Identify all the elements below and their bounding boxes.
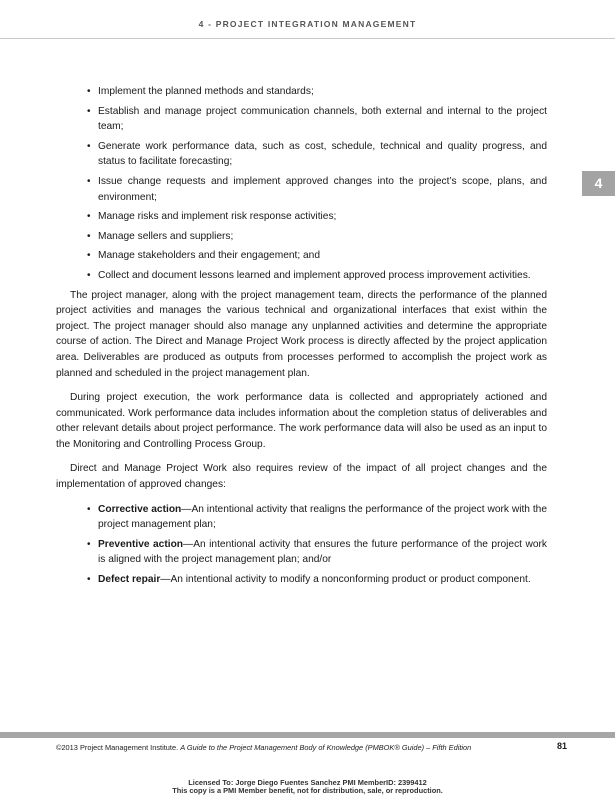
chapter-side-tab: 4 [582,171,615,196]
book-title: A Guide to the Project Management Body of Knowledge (PMBOK® Guide) – Fifth Edition [180,743,472,752]
bullet-icon: • [87,230,91,242]
footer-citation [56,743,471,752]
list-item: • Defect repair—An intentional activity to modify a nonconforming product or product component. [56,572,547,588]
term-corrective-action: Corrective action [98,503,182,515]
paragraph-execution: During project execution, the work performance data is collected and appropriately actioned and communicated. Work performance data includes information about the completion status of deliverables and other relevant details about project performance. The work performance data will also be used as an input to the Monitoring and Controlling Process Group. [56,392,547,450]
list-item: • Manage stakeholders and their engagement; and [56,248,547,264]
list-item: • Corrective action—An intentional activity that realigns the performance of the project work with the project management plan; [87,503,547,531]
change-types-list [56,502,547,588]
bullet-icon: • [87,574,91,586]
copyright-text: ©2013 Project Management Institute. [56,743,179,752]
list-item: • Issue change requests and implement approved changes into the project’s scope, plans, and environment; [87,175,547,203]
bullet-icon: • [87,538,91,550]
bullet-icon: • [87,175,91,187]
page-header [0,0,615,39]
list-item: • Collect and document lessons learned and implement approved process improvement activities. [56,268,547,284]
bullet-icon: • [87,211,91,223]
paragraph-changes: Direct and Manage Project Work also requires review of the impact of all project changes and the implementation of approved changes: [56,463,547,491]
license-line-2: This copy is a PMI Member benefit, not for distribution, sale, or reproduction. [172,786,443,795]
license-line-1: Licensed To: Jorge Diego Fuentes Sanchez PMI MemberID: 2399412 [188,778,427,787]
term-defect-repair: Defect repair [98,574,161,586]
footer-divider [0,732,615,738]
activity-list [56,84,547,284]
list-item: • Preventive action—An intentional activity that ensures the future performance of the project work is aligned with the project management plan; and/or [87,538,547,566]
list-item: • Generate work performance data, such as cost, schedule, technical and quality progress, and status to facilitate forecasting; [87,140,547,168]
bullet-icon: • [87,250,91,262]
bullet-icon: • [87,269,91,281]
list-item: • Manage sellers and suppliers; [56,229,547,245]
term-preventive-action: Preventive action [98,538,184,550]
paragraph-project-manager: The project manager, along with the project management team, directs the performance of the planned project activities and manages the various technical and organizational interfaces that exist within the project. The project manager should also manage any unplanned activities and determine the appropriate course of action. The Direct and Manage Project Work process is directly affected by the project application area. Deliverables are produced as outputs from processes performed to accomplish the project work as planned and scheduled in the project management plan. [56,289,547,379]
bullet-icon: • [87,105,91,117]
license-notice [0,779,615,795]
page-number: 81 [556,741,567,751]
list-item: • Establish and manage project communication channels, both external and internal to the project team; [87,105,547,133]
bullet-icon: • [87,86,91,97]
list-item: • Implement the planned methods and standards; [56,84,547,100]
page-body [56,84,547,592]
bullet-icon: • [87,503,91,515]
chapter-title: 4 - PROJECT INTEGRATION MANAGEMENT [198,19,417,29]
bullet-icon: • [87,140,91,152]
list-item: • Manage risks and implement risk response activities; [56,209,547,225]
